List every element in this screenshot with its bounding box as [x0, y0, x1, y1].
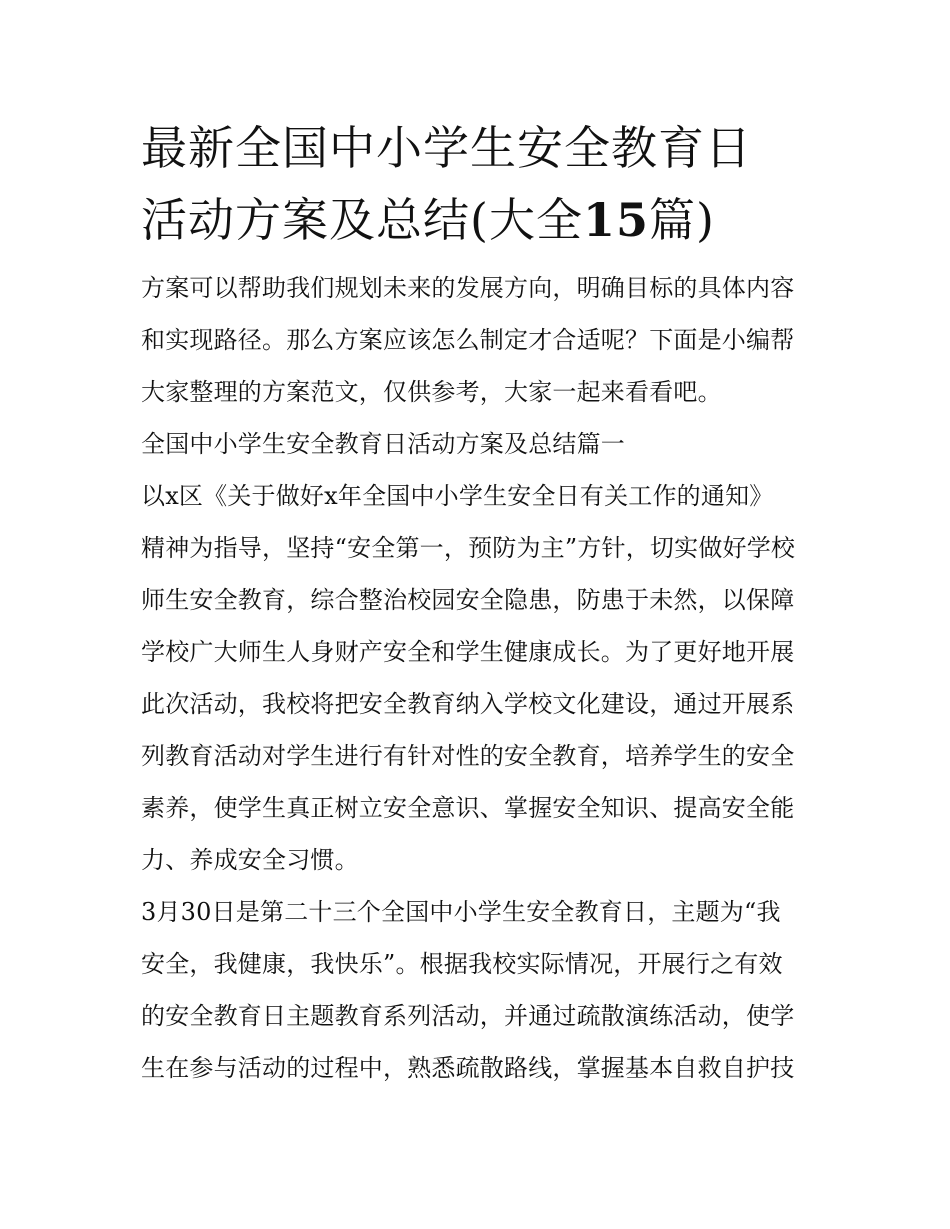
title-number: 15 — [582, 193, 649, 247]
text-line: 方案可以帮助我们规划未来的发展方向，明确目标的具体内容 — [141, 274, 795, 302]
text-line: 力、养成安全习惯。 — [141, 846, 359, 874]
document-title — [141, 112, 821, 262]
body-paragraph — [141, 886, 821, 1094]
intro-paragraph — [141, 262, 821, 418]
section-heading — [141, 418, 821, 470]
text-line: 素养，使学生真正树立安全意识、掌握安全知识、提高安全能 — [141, 794, 795, 822]
text-line: 列教育活动对学生进行有针对性的安全教育，培养学生的安全 — [141, 742, 795, 770]
text-line: 和实现路径。那么方案应该怎么制定才合适呢？下面是小编帮 — [141, 326, 795, 354]
text-line: 安全，我健康，我快乐”。根据我校实际情况，开展行之有效 — [141, 950, 783, 978]
text-line: 学校广大师生人身财产安全和学生健康成长。为了更好地开展 — [141, 638, 795, 666]
text-line: 以x区《关于做好x年全国中小学生安全日有关工作的通知》 — [141, 482, 774, 510]
text-line: 此次活动，我校将把安全教育纳入学校文化建设，通过开展系 — [141, 690, 795, 718]
text-line: 的安全教育日主题教育系列活动，并通过疏散演练活动，使学 — [141, 1002, 795, 1030]
document-body — [141, 112, 821, 1094]
text-line: 师生安全教育，综合整治校园安全隐患，防患于未然，以保障 — [141, 586, 795, 614]
title-line: 活动方案及总结(大全15篇) — [141, 193, 715, 247]
body-paragraph — [141, 470, 821, 886]
title-line: 最新全国中小学生安全教育日 — [141, 121, 752, 175]
text-line: 生在参与活动的过程中，熟悉疏散路线，掌握基本自救自护技 — [141, 1054, 795, 1082]
text-line: 3月30日是第二十三个全国中小学生安全教育日，主题为“我 — [141, 898, 781, 926]
text-line: 全国中小学生安全教育日活动方案及总结篇一 — [141, 430, 625, 458]
text-line: 大家整理的方案范文，仅供参考，大家一起来看看吧。 — [141, 378, 722, 406]
text-line: 精神为指导，坚持“安全第一，预防为主”方针，切实做好学校 — [141, 534, 796, 562]
